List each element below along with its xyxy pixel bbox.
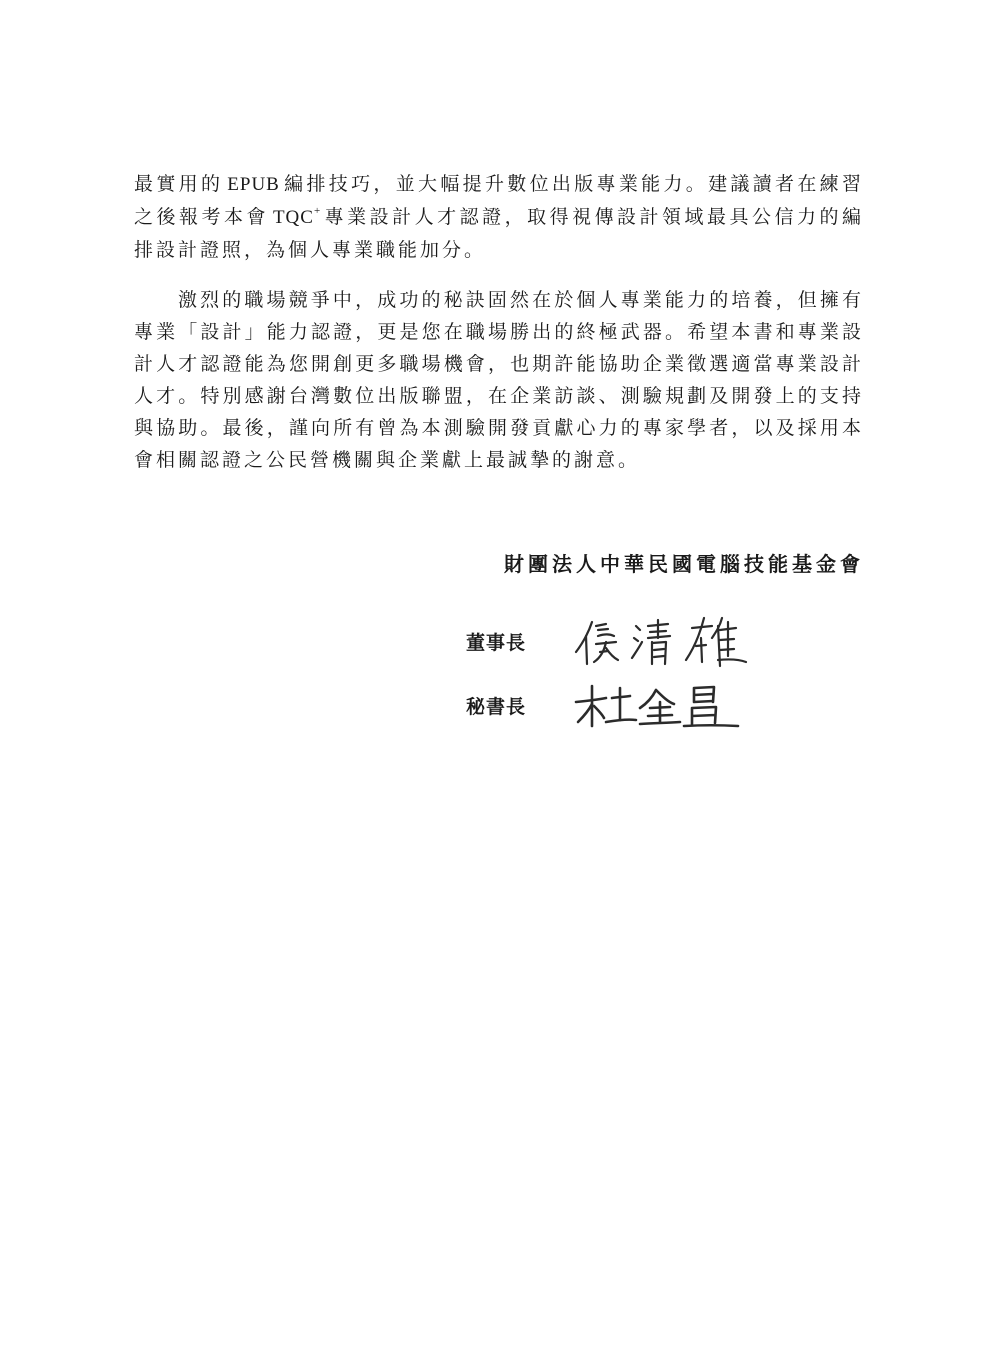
preface-body [134,168,864,476]
tqc-label: TQC [272,207,314,228]
chairman-signature [570,612,770,672]
chairman-signature-block [466,612,786,672]
paragraph-1-text-b: 編排技巧，並大幅提升數位出版專業能力。建議讀者在練習之後報考本會 [134,173,864,228]
chairman-title: 董事長 [466,632,527,654]
tqc-superscript: + [313,205,321,217]
foundation-name: 財團法人中華民國電腦技能基金會 [504,552,864,576]
secretary-signature [570,676,770,736]
paragraph-2: 激烈的職場競爭中，成功的秘訣固然在於個人專業能力的培養，但擁有專業「設計」能力認證，更是您在職場勝出的終極武器。希望本書和專業設計人才認證能為您開創更多職場機會，也期許能協助企業徵選適當專業設計人才。特別感謝台灣數位出版聯盟，在企業訪談、測驗規劃及開發上的支持與協助。最後，謹向所有曾為本測驗開發貢獻心力的專家學者，以及採用本會相關認證之公民營機關與企業獻上最誠摯的謝意。 [134,289,864,471]
secretary-signature-block [466,676,786,736]
paragraph-1-text-a: 最實用的 [134,173,224,195]
chairman-signature-graphic [570,612,770,672]
secretary-signature-graphic [570,676,770,736]
paragraph-1 [134,168,864,266]
tqc-term [269,207,324,228]
paragraph-1-text-c: 專業設計人才認證，取得視傳設計領域最具公信力的編排設計證照，為個人專業職能加分。 [134,206,864,261]
secretary-title: 秘書長 [466,696,527,718]
epub-term: EPUB [227,174,280,195]
